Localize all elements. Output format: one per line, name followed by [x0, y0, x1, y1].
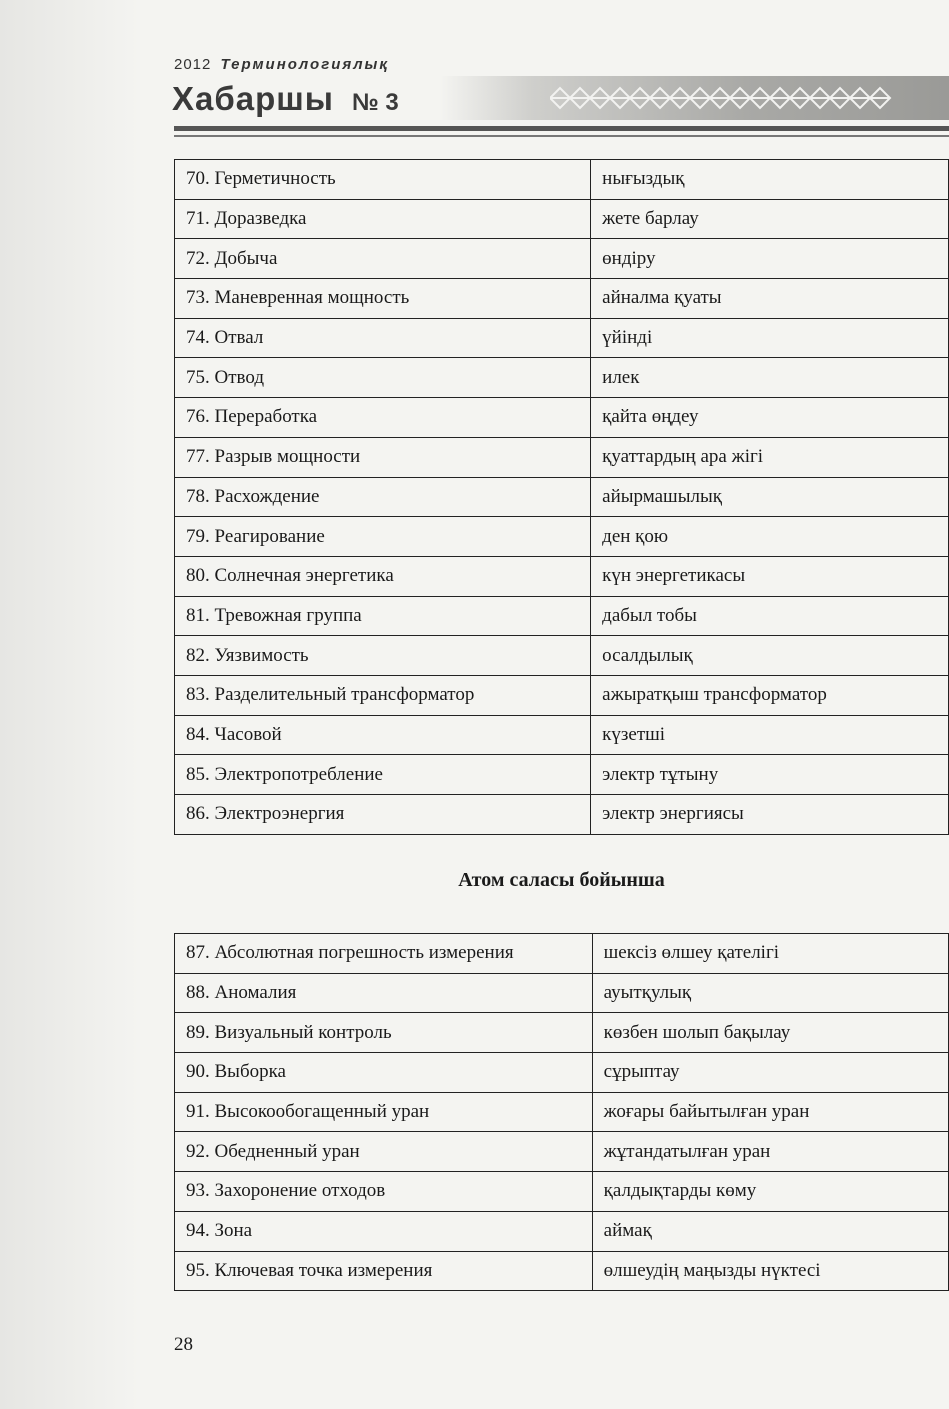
- journal-title-line: [172, 80, 399, 118]
- term-russian: 80. Солнечная энергетика: [175, 556, 591, 596]
- term-russian: 93. Захоронение отходов: [175, 1172, 593, 1212]
- term-kazakh: электр энергиясы: [591, 795, 949, 835]
- table-row: [175, 1053, 949, 1093]
- table-row: [175, 1092, 949, 1132]
- term-kazakh: күн энергетикасы: [591, 556, 949, 596]
- term-kazakh: ажыратқыш трансформатор: [591, 675, 949, 715]
- energy-terms-table: [174, 159, 949, 835]
- term-kazakh: қайта өңдеу: [591, 398, 949, 438]
- term-russian: 71. Доразведка: [175, 199, 591, 239]
- term-russian: 90. Выборка: [175, 1053, 593, 1093]
- journal-subtitle: Терминологиялық: [220, 56, 389, 73]
- atom-terms-table: [174, 933, 949, 1291]
- journal-issue: № 3: [351, 89, 399, 116]
- table-row: [175, 239, 949, 279]
- term-russian: 92. Обедненный уран: [175, 1132, 593, 1172]
- term-kazakh: ден қою: [591, 517, 949, 557]
- table-row: [175, 199, 949, 239]
- term-kazakh: жұтандатылған уран: [592, 1132, 948, 1172]
- table-row: [175, 358, 949, 398]
- table-row: [175, 1251, 949, 1291]
- term-russian: 74. Отвал: [175, 318, 591, 358]
- term-kazakh: сұрыптау: [592, 1053, 948, 1093]
- header-divider-thin: [174, 135, 949, 137]
- journal-title: Хабаршы: [172, 80, 334, 117]
- term-russian: 73. Маневренная мощность: [175, 279, 591, 319]
- term-kazakh: осалдылық: [591, 636, 949, 676]
- header-divider: [174, 126, 949, 131]
- table-row: [175, 556, 949, 596]
- term-kazakh: қалдықтарды көму: [592, 1172, 948, 1212]
- term-russian: 76. Переработка: [175, 398, 591, 438]
- table-row: [175, 636, 949, 676]
- term-russian: 81. Тревожная группа: [175, 596, 591, 636]
- term-russian: 89. Визуальный контроль: [175, 1013, 593, 1053]
- journal-year: 2012: [174, 56, 212, 73]
- term-russian: 95. Ключевая точка измерения: [175, 1251, 593, 1291]
- term-russian: 87. Абсолютная погрешность измерения: [175, 934, 593, 974]
- table-row: [175, 1172, 949, 1212]
- term-kazakh: шексіз өлшеу қателігі: [592, 934, 948, 974]
- term-russian: 88. Аномалия: [175, 973, 593, 1013]
- term-russian: 84. Часовой: [175, 715, 591, 755]
- term-kazakh: илек: [591, 358, 949, 398]
- term-kazakh: жоғары байытылған уран: [592, 1092, 948, 1132]
- term-kazakh: күзетші: [591, 715, 949, 755]
- term-kazakh: өлшеудің маңызды нүктесі: [592, 1251, 948, 1291]
- table-row: [175, 934, 949, 974]
- term-kazakh: айналма қуаты: [591, 279, 949, 319]
- term-russian: 94. Зона: [175, 1211, 593, 1251]
- journal-year-line: [174, 56, 389, 73]
- term-kazakh: жете барлау: [591, 199, 949, 239]
- term-russian: 75. Отвод: [175, 358, 591, 398]
- term-russian: 85. Электропотребление: [175, 755, 591, 795]
- term-russian: 77. Разрыв мощности: [175, 437, 591, 477]
- ornament-pattern-icon: [550, 84, 910, 112]
- term-kazakh: айырмашылық: [591, 477, 949, 517]
- table-row: [175, 675, 949, 715]
- table-row: [175, 517, 949, 557]
- term-kazakh: ауытқулық: [592, 973, 948, 1013]
- term-russian: 91. Высокообогащенный уран: [175, 1092, 593, 1132]
- table-row: [175, 755, 949, 795]
- table-row: [175, 437, 949, 477]
- term-kazakh: дабыл тобы: [591, 596, 949, 636]
- term-kazakh: аймақ: [592, 1211, 948, 1251]
- term-russian: 82. Уязвимость: [175, 636, 591, 676]
- page-number: 28: [174, 1334, 193, 1355]
- term-kazakh: нығыздық: [591, 160, 949, 200]
- header-ornament-band: [440, 76, 949, 120]
- term-kazakh: қуаттардың ара жігі: [591, 437, 949, 477]
- term-kazakh: электр тұтыну: [591, 755, 949, 795]
- table-row: [175, 596, 949, 636]
- table-row: [175, 1211, 949, 1251]
- term-russian: 83. Разделительный трансформатор: [175, 675, 591, 715]
- term-kazakh: көзбен шолып бақылау: [592, 1013, 948, 1053]
- table-row: [175, 318, 949, 358]
- term-russian: 78. Расхождение: [175, 477, 591, 517]
- term-russian: 86. Электроэнергия: [175, 795, 591, 835]
- section-heading: Атом саласы бойынша: [458, 869, 665, 891]
- term-kazakh: өндіру: [591, 239, 949, 279]
- table-row: [175, 279, 949, 319]
- term-russian: 70. Герметичность: [175, 160, 591, 200]
- table-row: [175, 715, 949, 755]
- page-edge-shadow: [0, 0, 140, 1409]
- table-row: [175, 1132, 949, 1172]
- table-row: [175, 973, 949, 1013]
- term-russian: 72. Добыча: [175, 239, 591, 279]
- table-row: [175, 398, 949, 438]
- table-row: [175, 1013, 949, 1053]
- table-row: [175, 160, 949, 200]
- term-russian: 79. Реагирование: [175, 517, 591, 557]
- table-row: [175, 795, 949, 835]
- term-kazakh: үйінді: [591, 318, 949, 358]
- table-row: [175, 477, 949, 517]
